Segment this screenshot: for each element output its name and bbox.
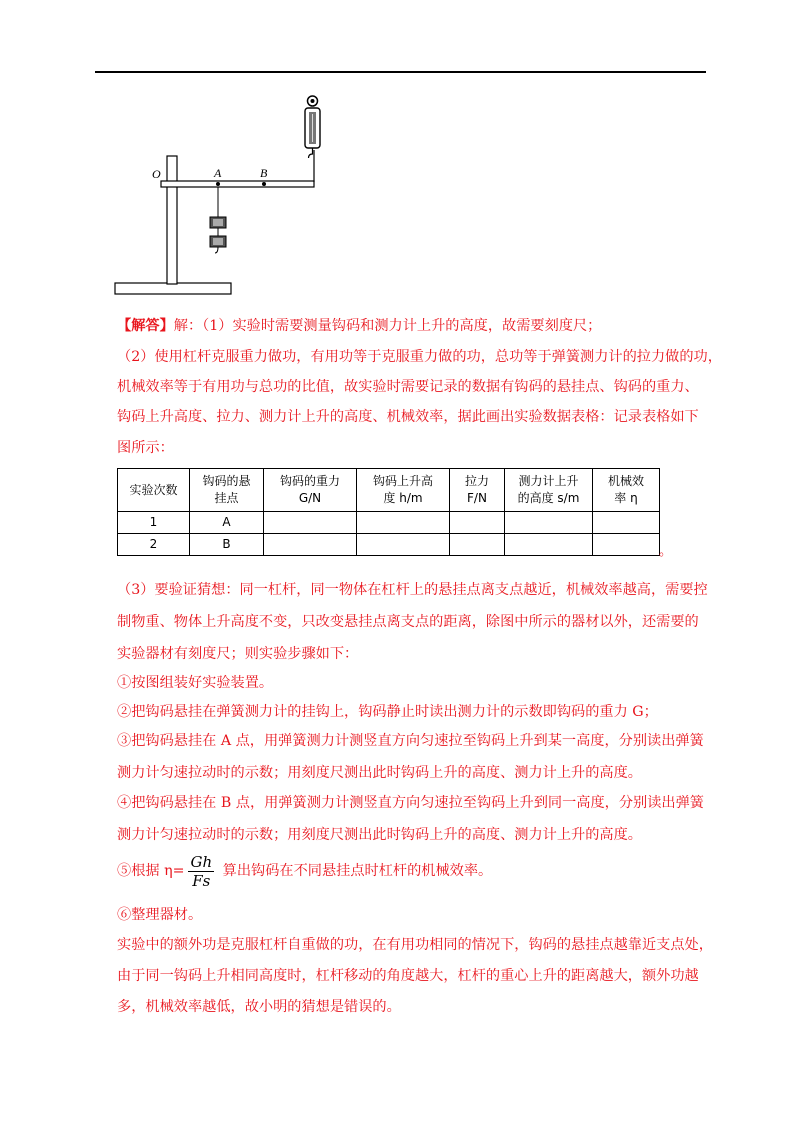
table-cell xyxy=(450,512,505,534)
stand-pole xyxy=(167,156,177,284)
step-1: ①按图组装好实验装置。 xyxy=(117,675,274,691)
record-table xyxy=(117,468,660,556)
header-cell: 测力计上升 的高度 s/m xyxy=(505,469,593,512)
table-cell xyxy=(264,534,357,556)
conclusion-line-1: 实验中的额外功是克服杠杆自重做的功，在有用功相同的情况下，钩码的悬挂点越靠近支点处， xyxy=(117,937,713,953)
table-cell xyxy=(593,534,660,556)
answer-line-7: 制物重、物体上升高度不变，只改变悬挂点离支点的距离，除图中所示的器材以外，还需要的 xyxy=(117,614,699,630)
table-cell: A xyxy=(190,512,264,534)
table-cell: 2 xyxy=(118,534,190,556)
step-3a: ③把钩码悬挂在 A 点，用弹簧测力计测竖直方向匀速拉至钩码上升到某一高度，分别读出弹簧 xyxy=(117,733,704,749)
formula-denominator: Fs xyxy=(192,871,211,890)
table-cell xyxy=(505,512,593,534)
stand-base xyxy=(115,283,231,294)
header-cell: 机械效 率 η xyxy=(593,469,660,512)
header-cell: 钩码上升高 度 h/m xyxy=(357,469,450,512)
table-tail-mark: 。 xyxy=(659,544,673,559)
table-cell xyxy=(593,512,660,534)
table-cell xyxy=(357,512,450,534)
header-cell: 拉力 F/N xyxy=(450,469,505,512)
lever-bar xyxy=(161,181,314,187)
lever-apparatus-figure xyxy=(110,90,330,300)
formula-numerator: Gh xyxy=(190,852,213,871)
step-5-prefix: ⑤根据 η= xyxy=(117,863,185,879)
header-cell: 钩码的悬 挂点 xyxy=(190,469,264,512)
point-a-dot xyxy=(216,182,220,186)
table-cell xyxy=(450,534,505,556)
table-cell xyxy=(505,534,593,556)
answer-line-3: 机械效率等于有用功与总功的比值，故实验时需要记录的数据有钩码的悬挂点、钩码的重力、 xyxy=(117,379,699,395)
step-5 xyxy=(117,852,492,890)
hook-weights xyxy=(210,187,226,253)
table-cell xyxy=(357,534,450,556)
label-b: B xyxy=(260,166,268,180)
table-row xyxy=(118,534,660,556)
step-2: ②把钩码悬挂在弹簧测力计的挂钩上，钩码静止时读出测力计的示数即钩码的重力 G； xyxy=(117,704,658,720)
answer-line-5: 图所示： xyxy=(117,440,174,456)
label-a: A xyxy=(214,166,222,180)
answer-line-2: （2）使用杠杆克服重力做功，有用功等于克服重力做的功，总功等于弹簧测力计的拉力做的功， xyxy=(117,349,722,365)
answer-line-1 xyxy=(117,316,601,336)
label-o: O xyxy=(152,167,161,181)
table-cell: 1 xyxy=(118,512,190,534)
step-5-suffix: 算出钩码在不同悬挂点时杠杆的机械效率。 xyxy=(218,863,493,879)
table-cell xyxy=(264,512,357,534)
header-rule xyxy=(95,71,706,73)
table-row xyxy=(118,512,660,534)
spring-scale xyxy=(305,96,320,182)
answer-line-4: 钩码上升高度、拉力、测力计上升的高度、机械效率，据此画出实验数据表格：记录表格如下 xyxy=(117,409,699,425)
header-cell: 钩码的重力 G/N xyxy=(264,469,357,512)
table-header-row xyxy=(118,469,660,512)
point-b-dot xyxy=(262,182,266,186)
conclusion-line-3: 多，机械效率越低，故小明的猜想是错误的。 xyxy=(117,999,401,1015)
answer-line-6: （3）要验证猜想：同一杠杆，同一物体在杠杆上的悬挂点离支点越近，机械效率越高，需要控 xyxy=(117,582,708,598)
step-4a: ④把钩码悬挂在 B 点，用弹簧测力计测竖直方向匀速拉至钩码上升到同一高度，分别读出弹簧 xyxy=(117,795,704,811)
answer-prefix: 【解答】 xyxy=(117,318,174,334)
step-4b: 测力计匀速拉动时的示数；用刻度尺测出此时钩码上升的高度、测力计上升的高度。 xyxy=(117,827,642,843)
step-3b: 测力计匀速拉动时的示数；用刻度尺测出此时钩码上升的高度、测力计上升的高度。 xyxy=(117,765,642,781)
efficiency-formula xyxy=(188,853,214,890)
step-6: ⑥整理器材。 xyxy=(117,907,203,923)
table-cell: B xyxy=(190,534,264,556)
answer-line-8: 实验器材有刻度尺；则实验步骤如下： xyxy=(117,646,359,662)
conclusion-line-2: 由于同一钩码上升相同高度时，杠杆移动的角度越大，杠杆的重心上升的距离越大，额外功越 xyxy=(117,968,699,984)
answer-line-1-text: 解：（1）实验时需要测量钩码和测力计上升的高度，故需要刻度尺； xyxy=(173,318,602,334)
header-cell: 实验次数 xyxy=(118,469,190,512)
